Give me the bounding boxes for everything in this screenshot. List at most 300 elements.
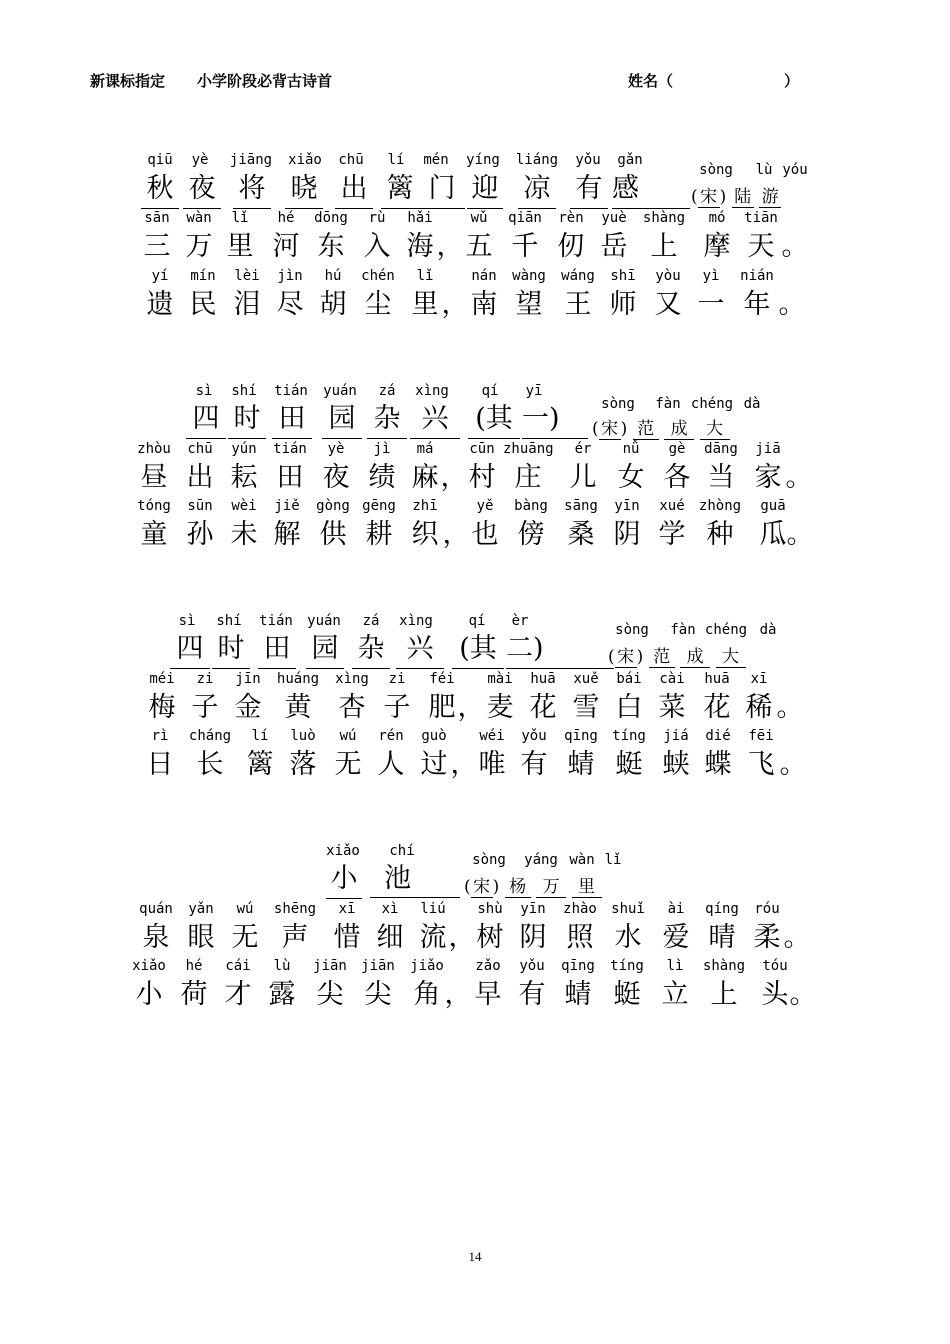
poem-line [0,288,950,322]
line-char: 胡 [319,289,347,320]
pinyin: yuán [307,613,341,629]
pinyin: méi [149,671,175,687]
title-char: (其 [452,632,504,669]
poem-line [0,461,950,495]
author-pinyin [0,852,950,870]
pinyin: chén [361,268,395,284]
author-char: 成 [680,642,710,668]
title-char: 四 [170,632,210,669]
line-char: 水 [614,922,642,953]
title-char: 小 [326,862,362,899]
pinyin: huā [704,671,730,687]
line-char: 无 [231,922,259,953]
pinyin: yuè [601,210,627,226]
pinyin: tiān [744,210,778,226]
pinyin: sòng [601,396,635,412]
pinyin: hú [324,268,342,284]
pinyin: zá [378,383,396,399]
poem-line [0,230,950,264]
pinyin: sāng [564,498,598,514]
author-char: 陆 [732,182,754,208]
line-char: 露 [268,979,296,1010]
pinyin: shī [610,268,636,284]
pinyin: sūn [187,498,213,514]
title-char: 时 [228,402,266,439]
title-char: 园 [322,402,362,439]
pinyin: tóu [762,958,788,974]
pinyin: mén [423,152,449,168]
line-char: 照 [566,922,594,953]
pinyin: jiān [361,958,395,974]
line-char: 日 [146,749,174,780]
author-char: 杨 [505,872,531,898]
pinyin: xìng [415,383,449,399]
pinyin: sì [195,383,213,399]
line-char: 蜻 [564,979,592,1010]
pinyin: lí [251,728,269,744]
pinyin: quán [139,901,173,917]
pinyin: yè [191,152,209,168]
pinyin: wú [339,728,357,744]
line-char: 织 [411,519,439,550]
author-pinyin [0,622,950,640]
pinyin: bàng [514,498,548,514]
pinyin: ér [574,441,592,457]
pinyin: yǎn [188,901,214,917]
poem-line [0,518,950,552]
page-number: 14 [468,1249,482,1264]
pinyin: qiān [508,210,542,226]
line-pinyin [0,671,950,689]
line-punct: 。 [779,749,807,780]
line-char: 黄 [284,692,312,723]
pinyin: liáng [515,152,559,168]
pinyin: gòng [316,498,350,514]
pinyin: yī [525,383,543,399]
pinyin: mó [708,210,726,226]
pinyin: jiān [313,958,347,974]
line-char: 也 [471,519,499,550]
pinyin: yóu [782,162,808,178]
pinyin: jìn [277,268,303,284]
pinyin: sì [178,613,196,629]
title-char: 园 [306,632,344,669]
line-char: 荷 [180,979,208,1010]
author-char: 里 [572,872,602,898]
pinyin: rèn [558,210,584,226]
pinyin: qí [468,613,486,629]
pinyin: lǐ [604,852,622,868]
pinyin: shí [231,383,257,399]
line-punct: 。 [778,289,806,320]
pinyin: chí [389,843,415,859]
line-char: 学 [658,519,686,550]
pinyin: lǐ [231,210,249,226]
line-char: 三 [143,231,171,262]
line-char: 年 [743,289,771,320]
line-char: 早 [474,979,502,1010]
line-char: 岳 [600,231,628,262]
title-char: 池 [370,862,460,898]
pinyin: xī [750,671,768,687]
line-char: 泉 [142,922,170,953]
line-char: 昼 [140,462,168,493]
pinyin: jiāng [229,152,273,168]
line-char: 蛱 [662,749,690,780]
pinyin: chéng [704,622,748,638]
line-punct: ， [441,289,469,320]
pinyin: rén [378,728,404,744]
pinyin: dà [743,396,761,412]
pinyin: zi [196,671,214,687]
title-char: 迎 [467,172,503,209]
pinyin: yíng [466,152,500,168]
pinyin: xiǎo [132,958,166,974]
pinyin: sān [144,210,170,226]
line-char: 耘 [230,462,258,493]
line-char: 田 [276,462,304,493]
line-char: 唯 [478,749,506,780]
pinyin: wéi [479,728,505,744]
pinyin: hé [185,958,203,974]
pinyin: yáng [524,852,558,868]
line-char: 细 [376,922,404,953]
line-punct: ， [440,462,468,493]
title-char: 杂 [367,402,407,439]
title-char: 篱 [381,172,419,209]
pinyin: jiǎo [410,958,444,974]
title-char: 田 [272,402,312,439]
page-header [0,70,950,94]
line-char: 家 [754,462,782,493]
pinyin: shàng [642,210,686,226]
pinyin: chéng [690,396,734,412]
line-char: 流 [419,922,447,953]
author-char: 范 [649,642,675,668]
line-char: 惜 [333,922,361,953]
pinyin: fēi [748,728,774,744]
title-char: 田 [258,632,296,669]
line-char: 种 [706,519,734,550]
line-char: 南 [470,289,498,320]
line-char: 爱 [662,922,690,953]
line-char: 金 [234,692,262,723]
line-char: 王 [564,289,592,320]
line-char: 入 [363,231,391,262]
pinyin: shí [216,613,242,629]
line-char: 麻 [411,462,439,493]
pinyin: yǒu [521,728,547,744]
pinyin: lǐ [416,268,434,284]
pinyin: shuǐ [611,901,645,917]
line-char: 雪 [572,692,600,723]
pinyin: tíng [610,958,644,974]
line-char: 花 [703,692,731,723]
dynasty: 宋 [599,414,621,440]
pinyin: yún [231,441,257,457]
title-char: 感 [612,172,690,209]
line-char: 泪 [233,289,261,320]
line-char: 落 [289,749,317,780]
poem-author: ( 宋 ) 范 成 大 [592,414,730,438]
line-char: 师 [609,289,637,320]
line-char: 尘 [364,289,392,320]
line-char: 头 [761,979,789,1010]
pinyin: sòng [615,622,649,638]
pinyin: wèi [231,498,257,514]
pinyin: zhī [412,498,438,514]
line-char: 童 [140,519,168,550]
line-char: 树 [476,922,504,953]
pinyin: zá [362,613,380,629]
pinyin: shù [477,901,503,917]
pinyin: yīn [614,498,640,514]
pinyin: qiū [147,152,173,168]
line-char: 遗 [146,289,174,320]
pinyin: chū [338,152,364,168]
dynasty: 宋 [698,182,720,208]
pinyin: lèi [234,268,260,284]
pinyin: fàn [670,622,696,638]
pinyin: yǒu [575,152,601,168]
line-punct: ， [436,231,464,262]
line-punct: ， [450,749,478,780]
line-char: 桑 [567,519,595,550]
line-char: 尖 [364,979,392,1010]
pinyin: tíng [612,728,646,744]
pinyin: sòng [699,162,733,178]
line-char: 女 [617,462,645,493]
line-pinyin [0,441,950,459]
line-char: 供 [319,519,347,550]
pinyin: ài [667,901,685,917]
pinyin: nǚ [622,441,640,457]
line-char: 子 [191,692,219,723]
line-char: 长 [196,749,224,780]
line-punct: ， [444,979,472,1010]
pinyin: lí [387,152,405,168]
line-char: 瓜 [759,519,787,550]
line-char: 出 [186,462,214,493]
pinyin: liú [420,901,446,917]
line-char: 未 [230,519,258,550]
pinyin: rì [151,728,169,744]
line-char: 梅 [148,692,176,723]
title-char: 四 [186,402,226,439]
line-punct: 。 [781,231,809,262]
line-char: 一 [697,289,725,320]
title-char: 晓 [285,172,323,209]
line-char: 河 [272,231,300,262]
line-char: 角 [413,979,441,1010]
pinyin: xiǎo [288,152,322,168]
pinyin: jiě [274,498,300,514]
author-pinyin [0,396,950,414]
pinyin: yì [702,268,720,284]
line-char: 夜 [322,462,350,493]
line-pinyin [0,728,950,746]
pinyin: nán [471,268,497,284]
dynasty: 宋 [615,642,637,668]
header-tag: 新课标指定 [90,72,166,90]
line-pinyin [0,958,950,976]
line-char: 有 [518,979,546,1010]
pinyin: tián [259,613,293,629]
pinyin: féi [429,671,455,687]
poem-author: ( 宋 ) 陆 游 [691,182,781,206]
pinyin: gēng [362,498,396,514]
dynasty: 宋 [471,872,493,898]
line-char: 民 [189,289,217,320]
pinyin: wǔ [470,210,488,226]
pinyin: mài [487,671,513,687]
line-char: 子 [383,692,411,723]
pinyin: wàn [569,852,595,868]
pinyin: lù [273,958,291,974]
author-pinyin [0,162,950,180]
pinyin: róu [754,901,780,917]
pinyin: dāng [704,441,738,457]
line-char: 有 [520,749,548,780]
title-char: 凉 [518,172,556,209]
line-char: 阴 [613,519,641,550]
line-char: 上 [650,231,678,262]
line-char: 傍 [517,519,545,550]
line-char: 稀 [745,692,773,723]
line-char: 杏 [338,692,366,723]
author-char: 大 [700,414,730,440]
title-char: 杂 [352,632,390,669]
line-char: 解 [273,519,301,550]
pinyin: xué [659,498,685,514]
pinyin: jiā [755,441,781,457]
line-char: 过 [420,749,448,780]
author-char: 大 [716,642,746,668]
author-char: 万 [536,872,566,898]
pinyin: nián [740,268,774,284]
line-char: 声 [281,922,309,953]
pinyin: wàng [512,268,546,284]
line-char: 当 [707,462,735,493]
pinyin: jiá [663,728,689,744]
pinyin: huáng [276,671,320,687]
pinyin: tóng [137,498,171,514]
poem-author: ( 宋 ) 范 成 大 [608,642,746,666]
line-char: 东 [317,231,345,262]
line-pinyin [0,268,950,286]
pinyin: lì [666,958,684,974]
line-pinyin [0,901,950,919]
author-char: 成 [664,414,694,440]
poem-line [0,691,950,725]
pinyin: lù [755,162,773,178]
pinyin: wáng [561,268,595,284]
pinyin: xuě [573,671,599,687]
line-punct: 。 [785,462,813,493]
title-char: 夜 [183,172,221,209]
poem-author: ( 宋 ) 杨 万 里 [464,872,602,896]
line-punct: 。 [789,979,817,1010]
title-char: 将 [233,172,271,209]
pinyin: zhòng [698,498,742,514]
title-char: (其 [468,402,520,439]
line-pinyin [0,498,950,516]
pinyin: luò [290,728,316,744]
pinyin: dié [705,728,731,744]
author-char: 游 [759,182,781,208]
pinyin: qīng [561,958,595,974]
line-char: 海 [406,231,434,262]
pinyin: yǒu [519,958,545,974]
pinyin: dà [759,622,777,638]
title-char: 时 [212,632,250,669]
line-char: 立 [661,979,689,1010]
author-char: 范 [633,414,659,440]
line-char: 篱 [246,749,274,780]
name-close: ） [784,72,800,90]
line-char: 晴 [708,922,736,953]
pinyin: bái [616,671,642,687]
pinyin: guā [760,498,786,514]
pinyin: zhuāng [503,441,554,457]
pinyin: hé [277,210,295,226]
line-char: 人 [377,749,405,780]
line-char: 花 [529,692,557,723]
pinyin: hǎi [407,210,433,226]
pinyin: cái [225,958,251,974]
pinyin: tián [273,441,307,457]
line-punct: ， [442,519,470,550]
line-char: 尖 [316,979,344,1010]
line-char: 千 [511,231,539,262]
pinyin: shēng [273,901,317,917]
line-char: 村 [468,462,496,493]
title-char: 兴 [396,632,444,669]
pinyin: guò [421,728,447,744]
line-char: 孙 [186,519,214,550]
title-char: 出 [335,172,373,209]
line-char: 绩 [368,462,396,493]
header-subject: 小学阶段必背古诗首 [197,72,333,90]
line-char: 才 [224,979,252,1010]
pinyin: qíng [705,901,739,917]
line-char: 万 [185,231,213,262]
line-char: 儿 [569,462,597,493]
poem-line [0,978,950,1012]
line-char: 蝶 [704,749,732,780]
pinyin: gǎn [617,152,643,168]
line-char: 小 [135,979,163,1010]
line-char: 蜻 [567,749,595,780]
line-char: 仞 [557,231,585,262]
line-char: 蜓 [613,979,641,1010]
name-label: 姓名（ [628,72,674,90]
pinyin: zi [388,671,406,687]
pinyin: wàn [186,210,212,226]
title-char: 门 [419,172,465,209]
pinyin: tián [274,383,308,399]
line-char: 上 [710,979,738,1010]
pinyin: mín [190,268,216,284]
line-char: 菜 [658,692,686,723]
pinyin: zhào [563,901,597,917]
line-char: 里 [411,289,439,320]
pinyin: xī [338,901,356,917]
pinyin: jì [373,441,391,457]
title-char: 一) [522,402,588,439]
pinyin: xìng [335,671,369,687]
line-char: 阴 [519,922,547,953]
